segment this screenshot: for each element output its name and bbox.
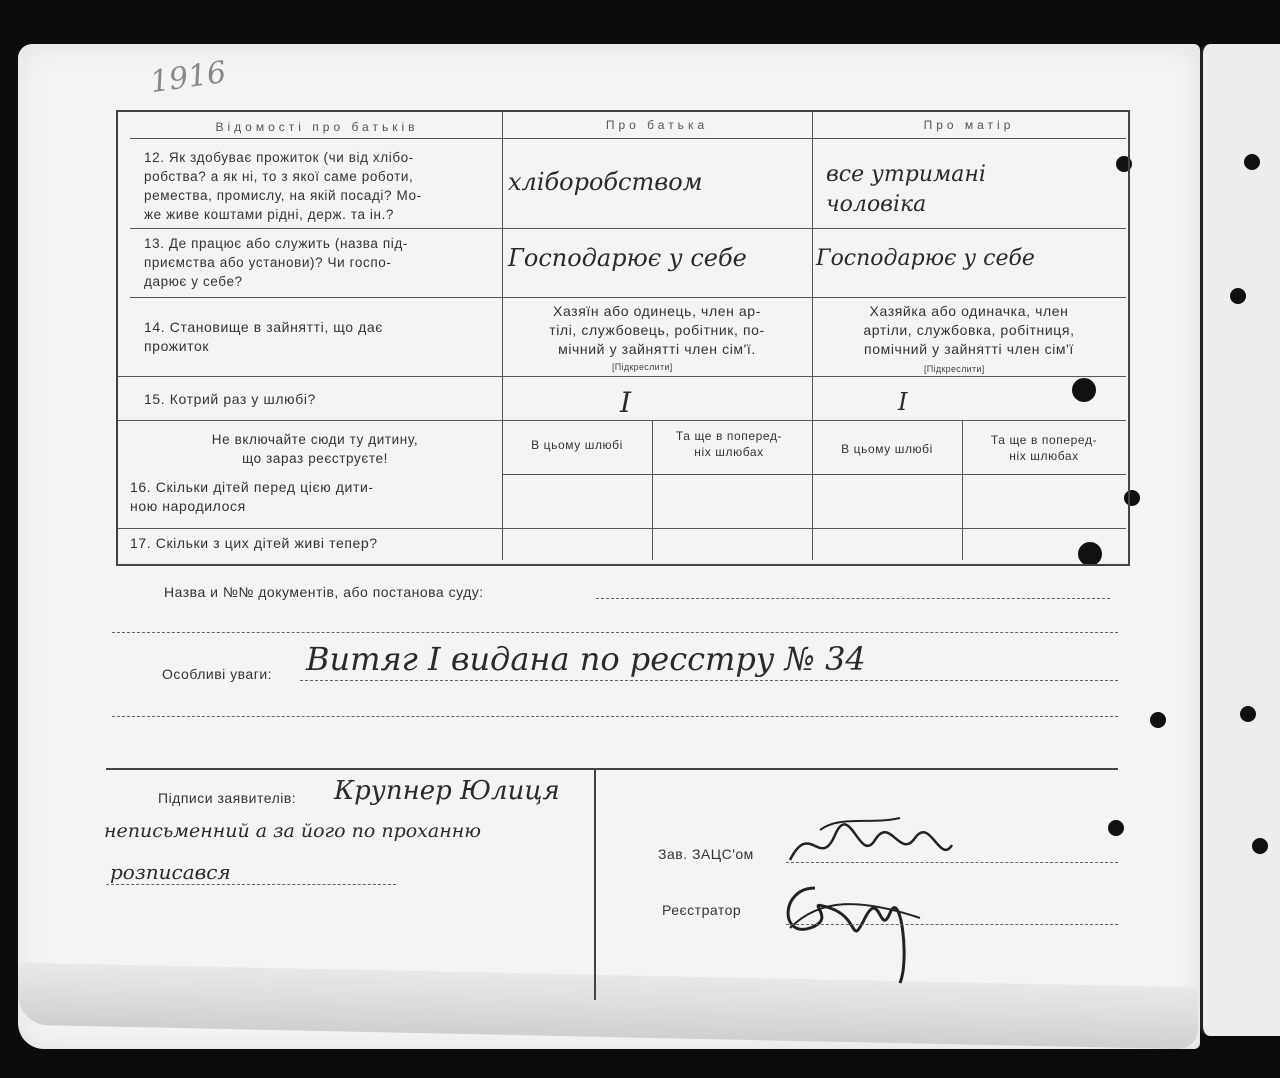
documents-line-2 bbox=[112, 632, 1118, 633]
mother-previous-marriages: Та ще в поперед- ніх шлюбах bbox=[990, 433, 1098, 463]
question-12: 12. Як здобуває прожиток (чи від хлібо- робства? а як ні, то з якої саме роботи, ремества, промислу, на якій посаді? Мо- же живе коштами рідні, держ. та ін.? bbox=[144, 150, 422, 222]
col-divider bbox=[962, 420, 963, 560]
binding-hole bbox=[1108, 820, 1124, 836]
remarks-handwritten: Витяг I видана по ресстру № 34 bbox=[306, 640, 866, 678]
mother-this-marriage: В цьому шлюбі bbox=[841, 442, 933, 456]
father-workplace: Господарює у себе bbox=[508, 244, 747, 272]
question-14: 14. Становище в зайнятті, що дає прожиток bbox=[144, 319, 384, 354]
header-parents-info: Відомості про батьків bbox=[215, 120, 419, 134]
documents-line bbox=[596, 598, 1110, 599]
underline-note-mother: [Підкреслити] bbox=[924, 364, 985, 374]
registrar-signature bbox=[770, 868, 940, 998]
question-15: 15. Котрий раз у шлюбі? bbox=[144, 391, 316, 407]
remarks-line bbox=[300, 680, 1118, 681]
row-divider bbox=[118, 528, 1126, 529]
section-divider bbox=[106, 768, 1118, 770]
underline-note-father: [Підкреслити] bbox=[612, 362, 673, 372]
row-divider bbox=[130, 138, 1126, 139]
remarks-line-2 bbox=[112, 716, 1118, 717]
binding-hole bbox=[1244, 154, 1260, 170]
mother-marriage-count: I bbox=[898, 388, 908, 416]
row-divider bbox=[118, 420, 1126, 421]
col-divider bbox=[652, 420, 653, 560]
col-divider bbox=[502, 112, 503, 560]
applicants-signatures-label: Підписи заявителів: bbox=[158, 790, 297, 806]
father-previous-marriages: Та ще в поперед- ніх шлюбах bbox=[675, 429, 783, 459]
applicant-signature: Крупнер Юлиця bbox=[334, 776, 560, 806]
head-line bbox=[786, 862, 1118, 863]
registrar-line bbox=[786, 924, 1118, 925]
father-this-marriage: В цьому шлюбі bbox=[531, 438, 623, 452]
head-label: Зав. ЗАЦС'ом bbox=[658, 846, 754, 862]
row-divider bbox=[502, 474, 1126, 475]
father-livelihood: хліборобством bbox=[508, 168, 703, 196]
father-status-options: Хазяїн або одинець, член ар- тілі, службовець, робітник, по- мічний у зайнятті член сім'ї. bbox=[549, 303, 765, 357]
row-divider bbox=[130, 228, 1126, 229]
binding-hole bbox=[1240, 706, 1256, 722]
binding-hole bbox=[1230, 288, 1246, 304]
next-page-edge bbox=[1200, 44, 1280, 1036]
mother-status-options: Хазяйка або одиначка, член артіли, службовка, робітниця, помічний у зайнятті член сім'ї bbox=[863, 303, 1075, 357]
mother-livelihood: все утримані чоловіка bbox=[826, 162, 986, 217]
mother-workplace: Господарює у себе bbox=[816, 246, 1035, 271]
row-divider bbox=[118, 376, 1126, 377]
registrar-label: Реєстратор bbox=[662, 902, 742, 918]
col-divider bbox=[812, 112, 813, 560]
remarks-label: Особливі уваги: bbox=[162, 666, 273, 682]
applicant-line bbox=[106, 884, 396, 885]
children-note: Не включайте сюди ту дитину, що зараз реєструєте! bbox=[211, 432, 419, 466]
applicant-note: неписьменний а за його по проханню bbox=[104, 820, 481, 842]
signature-divider bbox=[594, 768, 596, 1000]
binding-hole bbox=[1150, 712, 1166, 728]
header-mother: Про матір bbox=[923, 118, 1015, 132]
binding-hole bbox=[1252, 838, 1268, 854]
header-father: Про батька bbox=[605, 118, 709, 132]
row-divider bbox=[130, 297, 1126, 298]
question-17: 17. Скільки з цих дітей живі тепер? bbox=[130, 535, 378, 551]
father-marriage-count: I bbox=[620, 386, 632, 419]
question-16: 16. Скільки дітей перед цією дити- ною народилося bbox=[130, 479, 374, 514]
question-13: 13. Де працює або служить (назва під- приємства або установи)? Чи госпо- дарює у себе? bbox=[144, 236, 408, 289]
documents-label: Назва и №№ документів, або постанова суду: bbox=[164, 584, 484, 600]
year-mark: 1916 bbox=[147, 54, 229, 101]
applicant-witness-signature: розписався bbox=[110, 860, 231, 884]
